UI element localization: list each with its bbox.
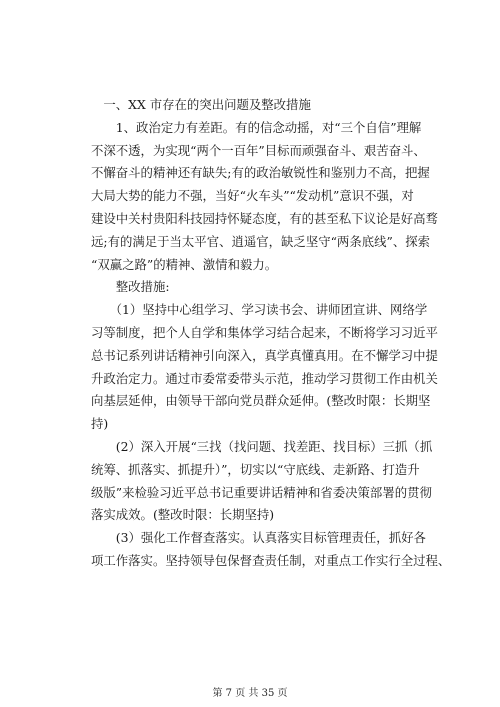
section-heading: 一、XX 市存在的突出问题及整改措施 xyxy=(91,97,311,112)
text-line: （1）坚持中心组学习、学习读书会、讲师团宣讲、网络学 xyxy=(91,302,428,318)
text-line: 统筹、抓落实、抓提升）”，切实以“守底线、走新路、打造升 xyxy=(91,461,420,477)
text-line: 总书记系列讲话精神引向深入，真学真懂真用。在不懈学习中提 xyxy=(91,347,438,363)
subheading-rectification: 整改措施: xyxy=(91,279,170,295)
text-line: 向基层延伸，由领导干部向党员群众延伸。(整改时限：长期坚 xyxy=(91,393,431,409)
text-line: (3）强化工作督查落实。认真落实目标管理责任，抓好各 xyxy=(91,530,426,546)
text-line: 习等制度，把个人自学和集体学习结合起来，不断将学习习近平 xyxy=(91,324,438,340)
text-line: (2）深入开展“三找（找问题、找差距、找目标）三抓（抓 xyxy=(91,438,433,454)
text-line: 落实成效。(整改时限：长期坚持) xyxy=(91,507,275,523)
text-line: 不深不透，为实现“两个一百年”目标而顽强奋斗、艰苦奋斗、 xyxy=(91,142,426,158)
text-line: 远;有的满足于当太平官、逍遥官，缺乏坚守“两条底线”、探索 xyxy=(91,233,430,249)
text-line: 持) xyxy=(91,416,109,432)
text-line: 建设中关村贵阳科技园持怀疑态度，有的甚至私下议论是好高骛 xyxy=(91,210,438,226)
text-line: 项工作落实。坚持领导包保督查责任制，对重点工作实行全过程、 xyxy=(91,552,451,568)
document-body xyxy=(91,94,451,573)
text-line: 级版”来检验习近平总书记重要讲话精神和省委决策部署的贯彻 xyxy=(91,484,432,500)
text-line: 大局大势的能力不强，当好“火车头”“发动机”意识不强，对 xyxy=(91,188,414,204)
text-line: “双赢之路”的精神、激情和毅力。 xyxy=(91,256,278,272)
text-line: 1、政治定力有差距。有的信念动摇，对“三个自信”理解 xyxy=(91,119,422,135)
text-line: 升政治定力。通过市委常委带头示范，推动学习贯彻工作由机关 xyxy=(91,370,438,386)
page-footer: 第 7 页 共 35 页 xyxy=(212,688,288,699)
text-line: 不懈奋斗的精神还有缺失;有的政治敏锐性和鉴别力不高，把握 xyxy=(91,165,430,181)
